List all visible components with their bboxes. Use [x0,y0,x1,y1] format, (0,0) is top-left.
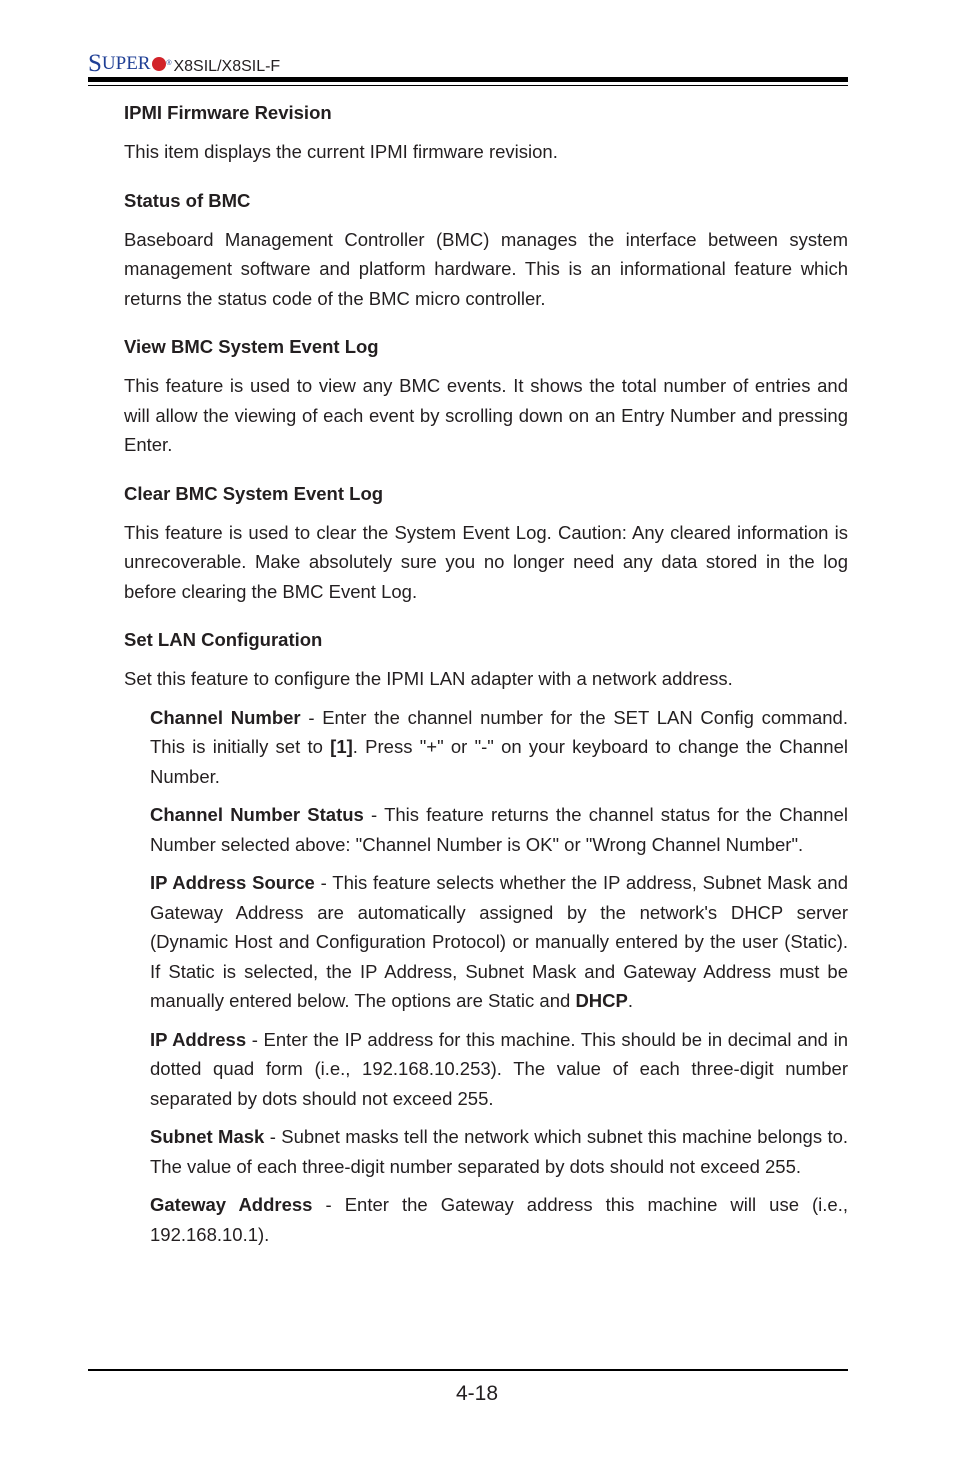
item-text: - Enter the channel number for the SET LAN Config command. This is initially set to [150,706,848,757]
section-view-bmc-event-log [124,332,848,460]
logo-letter-s: S [88,50,102,77]
lan-item-ip-address-source [150,868,848,1016]
lan-item-ip-address [150,1025,848,1114]
page-content [124,98,848,1258]
section-heading: IPMI Firmware Revision [124,102,332,123]
section-body: This feature is used to view any BMC events. It shows the total number of entries and will allow the viewing of each event by scrolling down on an Entry Number and pressing Enter. [124,375,848,455]
item-text: - Enter the Gateway address this machine will use (i.e., 192.168.10.1). [150,1194,849,1245]
header-rule-thick [88,77,848,82]
item-text: - This feature returns the channel status for the Channel Number selected above: "Channel Number is OK" or "Wrong Channel Number". [150,804,848,855]
footer-rule [88,1369,848,1371]
item-text: - Enter the IP address for this machine. This should be in decimal and in dotted quad form (i.e., 192.168.10.253). The value of each three-digit number separated by dots should not exceed 255. [150,1028,848,1109]
item-term: Subnet Mask [150,1126,265,1147]
section-body: Baseboard Management Controller (BMC) manages the interface between system management software and platform hardware. This is an informational feature which returns the status code of the BMC micro controller. [124,228,848,309]
logo-red-dot-icon [152,57,172,71]
item-bold-value: [1] [330,736,353,757]
header-rule-thin [88,85,848,86]
item-bold-value: DHCP [575,990,628,1011]
logo-letters-uper: UPER [101,53,151,74]
section-heading: Set LAN Configuration [124,629,323,650]
page-header [88,44,280,76]
lan-item-channel-number [150,703,848,792]
section-body: Set this feature to configure the IPMI LAN adapter with a network address. [124,668,733,689]
section-set-lan-configuration [124,625,848,694]
supermicro-logo [88,50,172,77]
model-name: X8SIL/X8SIL-F [173,58,281,75]
lan-item-gateway-address [150,1190,848,1249]
section-ipmi-firmware-revision [124,98,848,167]
section-body: This feature is used to clear the System Event Log. Caution: Any cleared information is unrecoverable. Make absolutely sure you no longer need any data stored in the log before clearing the BMC Event Log. [124,521,848,602]
section-heading: Clear BMC System Event Log [124,482,384,504]
page-number: 4-18 [455,1382,499,1405]
registered-mark: ® [166,60,172,67]
lan-item-channel-number-status [150,800,848,859]
item-text: - This feature selects whether the IP address, Subnet Mask and Gateway Address are automatically assigned by the network's DHCP server (Dynamic Host and Configuration Protocol) or manually entered by the user (Static). If Static is selected, the IP Address, Subnet Mask and Gateway Address must be manually entered below. The options are Static and [150,872,849,1011]
item-term: Channel Number [150,706,301,728]
item-term: IP Address Source [150,872,315,893]
section-status-of-bmc [124,186,848,314]
section-body: This item displays the current IPMI firmware revision. [124,141,558,162]
lan-item-subnet-mask [150,1122,848,1181]
item-term: Gateway Address [150,1194,313,1215]
item-text: . [627,990,633,1011]
item-term: Channel Number Status [150,804,364,825]
section-heading: Status of BMC [124,189,251,211]
section-clear-bmc-event-log [124,479,848,607]
section-heading: View BMC System Event Log [124,336,379,357]
item-text: . Press "+" or "-" on your keyboard to change the Channel Number. [150,736,848,787]
item-text: - Subnet masks tell the network which subnet this machine belongs to. The value of each three-digit number separated by dots should not exceed 255. [150,1126,849,1177]
item-term: IP Address [150,1028,247,1050]
